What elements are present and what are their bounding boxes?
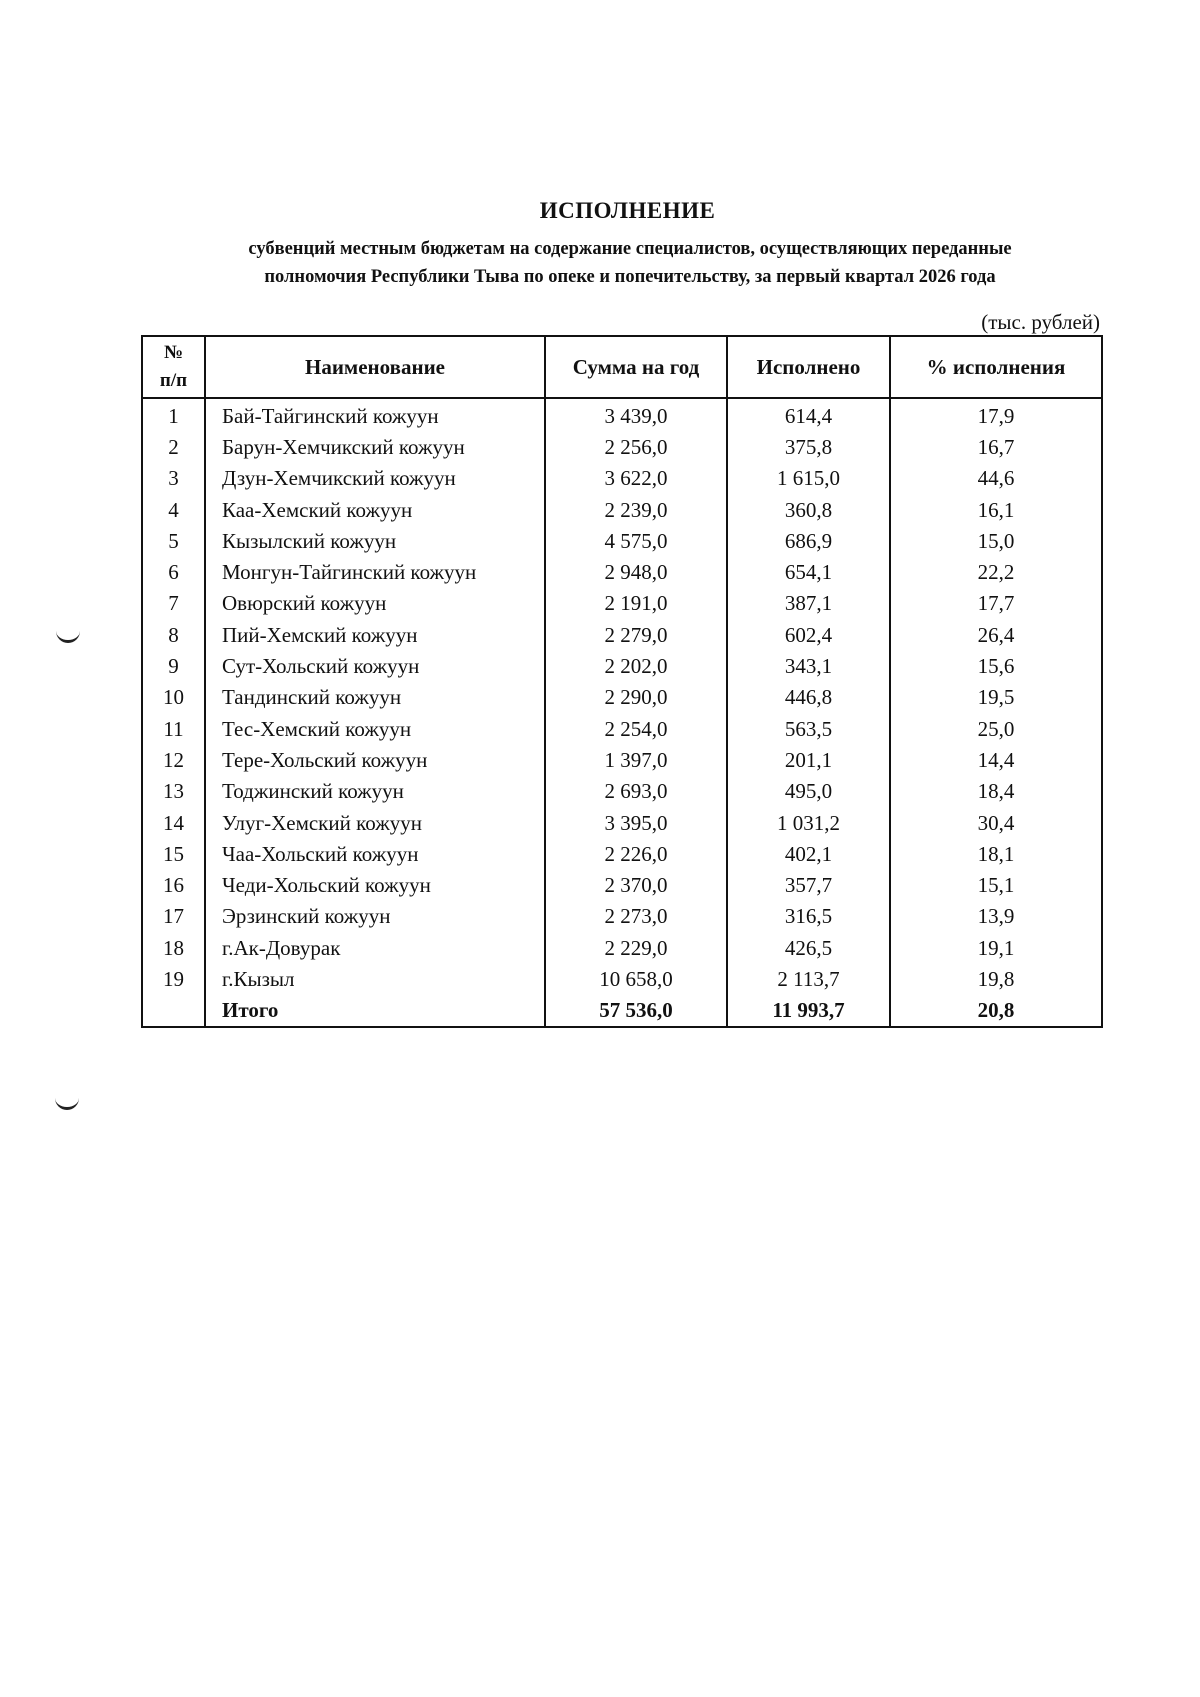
table-header-row (142, 336, 1102, 398)
row-executed: 343,1 (727, 650, 890, 681)
table-body (142, 398, 1102, 1027)
row-executed: 686,9 (727, 525, 890, 556)
row-annual: 3 395,0 (545, 807, 727, 838)
table-row (142, 932, 1102, 963)
row-name: Тере-Хольский кожуун (205, 744, 545, 775)
row-annual: 2 239,0 (545, 494, 727, 525)
table-row (142, 963, 1102, 994)
row-name: Чеди-Хольский кожуун (205, 869, 545, 900)
row-num: 19 (142, 963, 205, 994)
row-executed: 201,1 (727, 744, 890, 775)
row-num: 16 (142, 869, 205, 900)
row-num: 13 (142, 776, 205, 807)
row-num: 2 (142, 431, 205, 462)
row-executed: 357,7 (727, 869, 890, 900)
table-row (142, 463, 1102, 494)
row-percent: 18,1 (890, 838, 1102, 869)
row-percent: 17,9 (890, 398, 1102, 431)
row-percent: 19,8 (890, 963, 1102, 994)
table-row (142, 650, 1102, 681)
row-name: Монгун-Тайгинский кожуун (205, 556, 545, 587)
row-executed: 495,0 (727, 776, 890, 807)
table-total-row (142, 995, 1102, 1027)
header-annual: Сумма на год (545, 336, 727, 398)
table-row (142, 838, 1102, 869)
total-executed: 11 993,7 (727, 995, 890, 1027)
row-num: 7 (142, 588, 205, 619)
row-annual: 2 948,0 (545, 556, 727, 587)
row-num: 14 (142, 807, 205, 838)
table-row (142, 807, 1102, 838)
page-title: ИСПОЛНЕНИЕ (539, 198, 716, 223)
table-row (142, 398, 1102, 431)
units-note: (тыс. рублей) (981, 310, 1100, 334)
header-num-line-2: п/п (159, 370, 188, 391)
row-num: 18 (142, 932, 205, 963)
row-annual: 3 439,0 (545, 398, 727, 431)
table-row (142, 525, 1102, 556)
row-executed: 1 031,2 (727, 807, 890, 838)
row-annual: 2 254,0 (545, 713, 727, 744)
row-num: 1 (142, 398, 205, 431)
row-annual: 2 290,0 (545, 682, 727, 713)
header-executed: Исполнено (727, 336, 890, 398)
row-name: г.Кызыл (205, 963, 545, 994)
header-percent: % исполнения (890, 336, 1102, 398)
row-name: Овюрский кожуун (205, 588, 545, 619)
row-name: Улуг-Хемский кожуун (205, 807, 545, 838)
row-percent: 14,4 (890, 744, 1102, 775)
row-num: 12 (142, 744, 205, 775)
row-name: Тес-Хемский кожуун (205, 713, 545, 744)
row-executed: 1 615,0 (727, 463, 890, 494)
row-num: 4 (142, 494, 205, 525)
row-num: 11 (142, 713, 205, 744)
row-name: Кызылский кожуун (205, 525, 545, 556)
row-percent: 15,6 (890, 650, 1102, 681)
row-annual: 2 256,0 (545, 431, 727, 462)
row-executed: 614,4 (727, 398, 890, 431)
row-percent: 19,5 (890, 682, 1102, 713)
row-annual: 2 202,0 (545, 650, 727, 681)
row-percent: 44,6 (890, 463, 1102, 494)
total-label: Итого (205, 995, 545, 1027)
table-row (142, 744, 1102, 775)
row-percent: 22,2 (890, 556, 1102, 587)
row-percent: 26,4 (890, 619, 1102, 650)
row-executed: 375,8 (727, 431, 890, 462)
table-row (142, 713, 1102, 744)
row-num: 9 (142, 650, 205, 681)
row-annual: 3 622,0 (545, 463, 727, 494)
row-name: Дзун-Хемчикский кожуун (205, 463, 545, 494)
total-percent: 20,8 (890, 995, 1102, 1027)
row-percent: 18,4 (890, 776, 1102, 807)
table-row (142, 494, 1102, 525)
row-executed: 402,1 (727, 838, 890, 869)
table-row (142, 588, 1102, 619)
row-percent: 17,7 (890, 588, 1102, 619)
header-name: Наименование (205, 336, 545, 398)
header-num-line-1: № (163, 342, 184, 363)
row-name: Тандинский кожуун (205, 682, 545, 713)
row-percent: 30,4 (890, 807, 1102, 838)
header-num (142, 336, 205, 398)
row-executed: 446,8 (727, 682, 890, 713)
row-annual: 2 279,0 (545, 619, 727, 650)
row-annual: 2 273,0 (545, 901, 727, 932)
row-executed: 2 113,7 (727, 963, 890, 994)
row-num: 8 (142, 619, 205, 650)
row-name: Сут-Хольский кожуун (205, 650, 545, 681)
row-num: 5 (142, 525, 205, 556)
row-annual: 2 226,0 (545, 838, 727, 869)
subtitle (150, 235, 1110, 291)
row-num: 17 (142, 901, 205, 932)
row-percent: 25,0 (890, 713, 1102, 744)
row-name: Бай-Тайгинский кожуун (205, 398, 545, 431)
row-executed: 426,5 (727, 932, 890, 963)
row-executed: 654,1 (727, 556, 890, 587)
row-percent: 15,1 (890, 869, 1102, 900)
table-row (142, 776, 1102, 807)
total-num (142, 995, 205, 1027)
row-name: Пий-Хемский кожуун (205, 619, 545, 650)
row-name: Тоджинский кожуун (205, 776, 545, 807)
row-name: Барун-Хемчикский кожуун (205, 431, 545, 462)
scan-mark-lower (55, 1097, 79, 1110)
row-annual: 4 575,0 (545, 525, 727, 556)
row-annual: 10 658,0 (545, 963, 727, 994)
budget-table (141, 335, 1103, 1028)
row-executed: 316,5 (727, 901, 890, 932)
row-executed: 387,1 (727, 588, 890, 619)
row-percent: 15,0 (890, 525, 1102, 556)
row-num: 15 (142, 838, 205, 869)
table-row (142, 556, 1102, 587)
row-name: Каа-Хемский кожуун (205, 494, 545, 525)
row-annual: 2 229,0 (545, 932, 727, 963)
table-row (142, 869, 1102, 900)
row-annual: 2 370,0 (545, 869, 727, 900)
row-num: 10 (142, 682, 205, 713)
total-annual: 57 536,0 (545, 995, 727, 1027)
row-annual: 1 397,0 (545, 744, 727, 775)
row-percent: 19,1 (890, 932, 1102, 963)
table-row (142, 682, 1102, 713)
row-executed: 563,5 (727, 713, 890, 744)
row-percent: 16,1 (890, 494, 1102, 525)
row-percent: 13,9 (890, 901, 1102, 932)
row-name: г.Ак-Довурак (205, 932, 545, 963)
row-annual: 2 693,0 (545, 776, 727, 807)
row-executed: 360,8 (727, 494, 890, 525)
table-row (142, 431, 1102, 462)
row-num: 3 (142, 463, 205, 494)
row-name: Эрзинский кожуун (205, 901, 545, 932)
scan-mark-upper (56, 630, 80, 643)
table-row (142, 901, 1102, 932)
table-row (142, 619, 1102, 650)
row-executed: 602,4 (727, 619, 890, 650)
row-num: 6 (142, 556, 205, 587)
row-name: Чаа-Хольский кожуун (205, 838, 545, 869)
subtitle-line-2: полномочия Республики Тыва по опеке и попечительству, за первый квартал 2026 года (264, 267, 996, 287)
row-annual: 2 191,0 (545, 588, 727, 619)
subtitle-line-1: субвенций местным бюджетам на содержание специалистов, осуществляющих переданные (248, 239, 1012, 259)
row-percent: 16,7 (890, 431, 1102, 462)
